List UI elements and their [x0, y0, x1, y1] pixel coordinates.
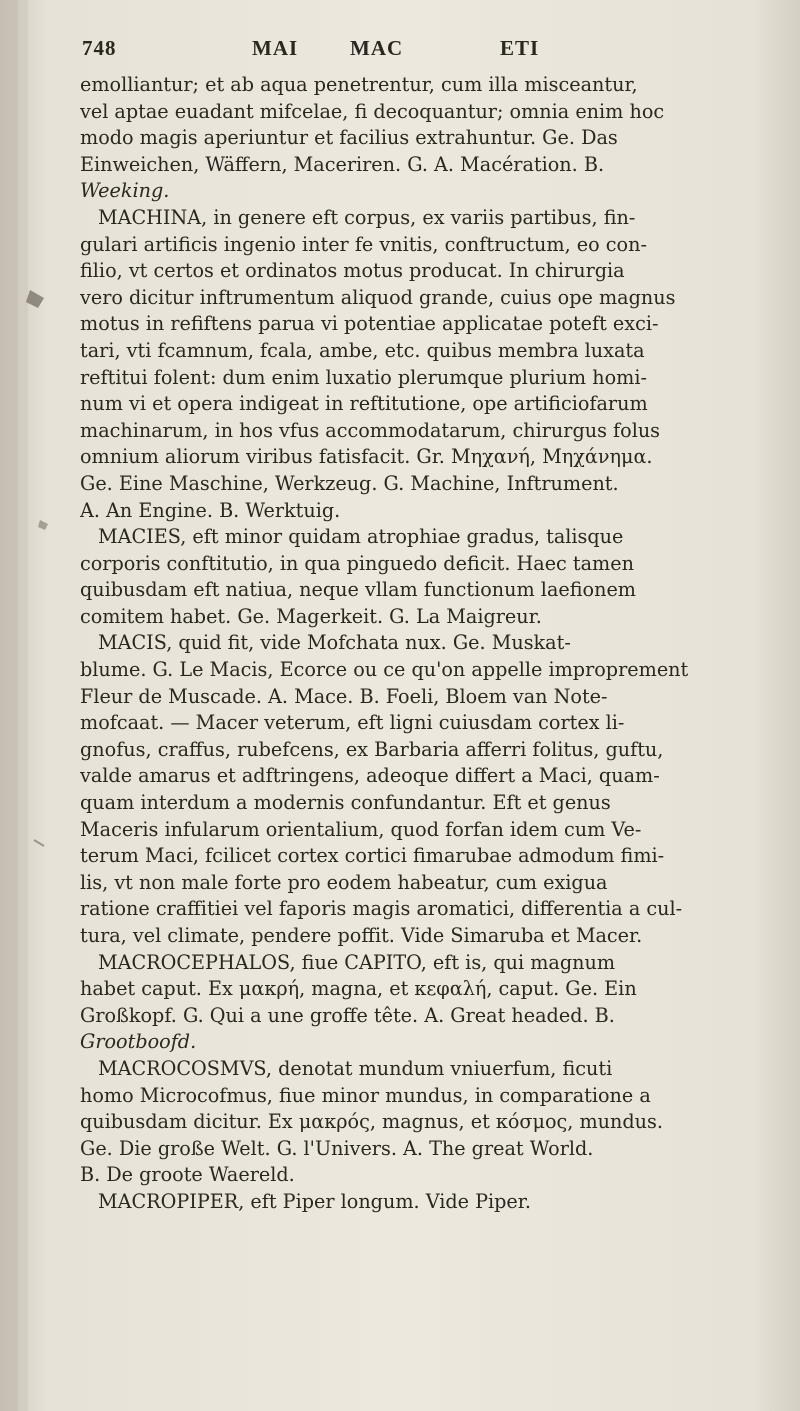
text-line: lis, vt non male forte pro eodem habeatur, cum exigua [80, 870, 608, 894]
text-line: Ge. Die große Welt. G. l'Univers. A. The great World. [80, 1136, 594, 1160]
entry-macropiper: MACROPIPER, eft Piper longum. Vide Piper. [98, 1189, 531, 1213]
text-line: blume. G. Le Macis, Ecorce ou ce qu'on appelle improprement [80, 658, 689, 682]
text-line: quibusdam dicitur. Ex μακρός, magnus, et κόσμος, mundus. [80, 1110, 663, 1134]
entry-macrocephalos: MACROCEPHALOS, fiue CAPITO, eft is, qui magnum [98, 950, 616, 974]
text-line: Weeking. [80, 179, 170, 203]
text-line: motus in refiftens parua vi potentiae applicatae poteft exci- [80, 312, 659, 336]
center-guide-word: MAC [350, 36, 404, 60]
text-line: Großkopf. G. Qui a une groffe tête. A. Great headed. B. [80, 1003, 615, 1027]
text-line: comitem habet. Ge. Magerkeit. G. La Maigreur. [80, 604, 542, 628]
text-line: Einweichen, Wäffern, Maceriren. G. A. Macération. B. [80, 152, 605, 176]
running-header [82, 36, 682, 70]
dictionary-text [80, 72, 740, 1216]
text-line: num vi et opera indigeat in reftitutione, ope artificiofarum [80, 392, 648, 416]
text-line: quibusdam eft natiua, neque vllam functionum laefionem [80, 578, 636, 602]
text-line: A. An Engine. B. Werktuig. [80, 498, 341, 522]
text-line: quam interdum a modernis confundantur. Eft et genus [80, 791, 611, 815]
text-line: B. De groote Waereld. [80, 1163, 295, 1187]
text-line: gnofus, craffus, rubefcens, ex Barbaria afferri folitus, guftu, [80, 737, 664, 761]
page-edge-shadow [0, 0, 80, 1411]
text-line: vero dicitur inftrumentum aliquod grande, cuius ope magnus [80, 285, 676, 309]
text-line: Grootboofd. [80, 1030, 197, 1054]
text-line: filio, vt certos et ordinatos motus producat. In chirurgia [80, 259, 625, 283]
text-line: modo magis aperiuntur et facilius extrahuntur. Ge. Das [80, 126, 618, 150]
text-line: habet caput. Ex μακρή, magna, et κεφαλή, caput. Ge. Ein [80, 977, 637, 1001]
text-line: emolliantur; et ab aqua penetrentur, cum illa misceantur, [80, 73, 638, 96]
text-line: terum Maci, fcilicet cortex cortici fimarubae admodum fimi- [80, 844, 665, 868]
text-line: mofcaat. — Macer veterum, eft ligni cuiusdam cortex li- [80, 711, 625, 735]
entry-macrocosmvs: MACROCOSMVS, denotat mundum vniuerfum, ficuti [98, 1056, 613, 1080]
right-guide-word: ETI [500, 36, 540, 60]
text-line: ratione craffitiei vel faporis magis aromatici, differentia a cul- [80, 897, 683, 921]
left-guide-word: MAI [252, 36, 299, 60]
text-line: omnium aliorum viribus fatisfacit. Gr. Μηχανή, Μηχάνημα. [80, 445, 653, 469]
entry-machina: MACHINA, in genere eft corpus, ex variis partibus, fin- [98, 205, 636, 229]
text-line: valde amarus et adftringens, adeoque differt a Maci, quam- [80, 764, 660, 788]
text-line: Maceris infularum orientalium, quod forfan idem cum Ve- [80, 817, 642, 841]
entry-macis: MACIS, quid fit, vide Mofchata nux. Ge. Muskat- [98, 631, 571, 655]
text-line: tura, vel climate, pendere poffit. Vide Simaruba et Macer. [80, 924, 643, 947]
text-line: vel aptae euadant mifcelae, fi decoquantur; omnia enim hoc [80, 99, 665, 123]
text-line: corporis conftitutio, in qua pinguedo deficit. Haec tamen [80, 551, 634, 575]
text-line: Ge. Eine Maschine, Werkzeug. G. Machine, Inftrument. [80, 471, 619, 495]
text-line: machinarum, in hos vfus accommodatarum, chirurgus folus [80, 418, 661, 442]
page-number: 748 [82, 36, 117, 60]
text-line: reftitui folent: dum enim luxatio plerumque plurium homi- [80, 365, 647, 389]
text-line: Fleur de Muscade. A. Mace. B. Foeli, Bloem van Note- [80, 684, 608, 708]
text-line: homo Microcofmus, fiue minor mundus, in comparatione a [80, 1083, 651, 1107]
entry-macies: MACIES, eft minor quidam atrophiae gradus, talisque [98, 525, 624, 549]
text-line: tari, vti fcamnum, fcala, ambe, etc. quibus membra luxata [80, 338, 645, 362]
text-line: gulari artificis ingenio inter fe vnitis, conftructum, eo con- [80, 232, 647, 256]
